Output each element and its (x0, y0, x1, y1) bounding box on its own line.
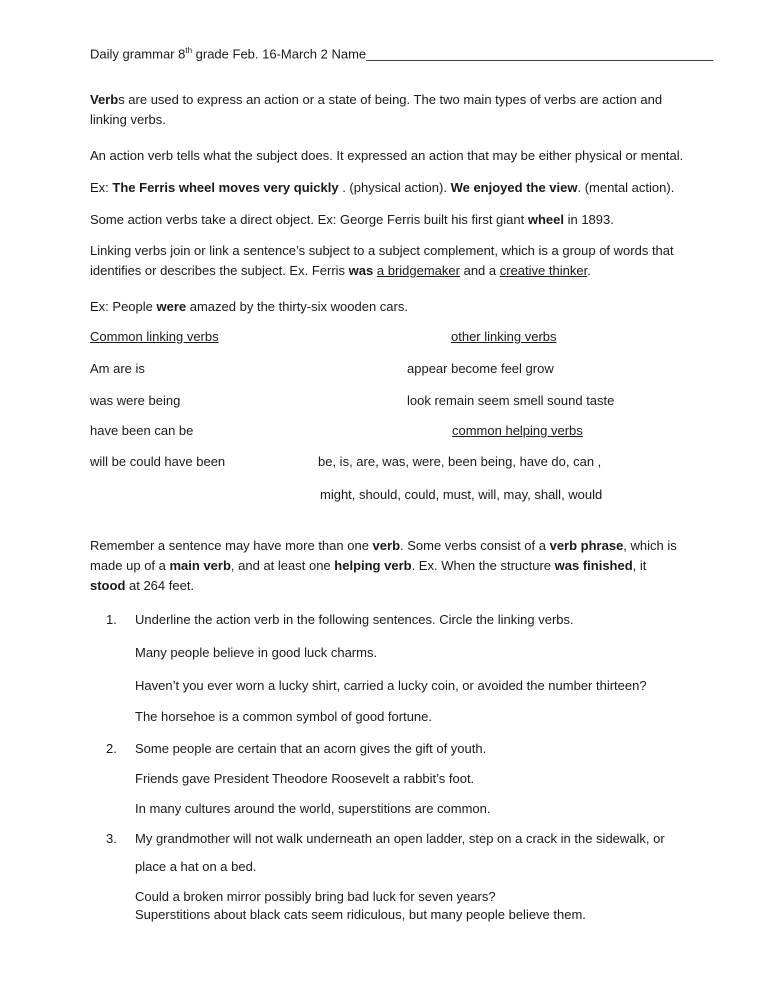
exercise-number: 3. (106, 831, 117, 846)
exercise-sentence: Many people believe in good luck charms. (135, 645, 378, 660)
remember-text: at 264 feet. (125, 578, 195, 593)
header-title: Daily grammar 8 (90, 46, 186, 62)
remember-text: , and at least one (230, 558, 335, 573)
worksheet-header (90, 42, 713, 63)
bold-term: main verb (169, 558, 231, 573)
complement-creative-thinker: creative thinker (499, 263, 588, 278)
exercise-sentence: The horsehoe is a common symbol of good fortune. (135, 709, 432, 724)
example-physical: The Ferris wheel moves very quickly (112, 180, 339, 195)
helping-verbs-row: be, is, are, was, were, been being, have do, can , (318, 454, 602, 469)
bold-term: verb (372, 538, 401, 553)
exercise-sentence: Superstitions about black cats seem ridiculous, but many people believe them. (135, 907, 586, 922)
helping-verbs-row: might, should, could, must, will, may, shall, would (320, 487, 603, 502)
linking-list-row: will be could have been (90, 454, 226, 469)
remember-text: Remember a sentence may have more than one (90, 538, 373, 553)
linking-text: . (587, 263, 591, 278)
other-linking-row: appear become feel grow (407, 361, 554, 376)
example-text: . (physical action). (338, 180, 451, 195)
intro-text: s are used to express an action or a state of being. The two main types of verbs are action and linking verbs. (90, 92, 663, 127)
linking-list-row: Am are is (90, 361, 145, 376)
remember-text: , which is made up of a (90, 538, 677, 573)
linking-word-was: was (348, 263, 374, 278)
other-linking-row: look remain seem smell sound taste (407, 393, 615, 408)
example-label: Ex: (90, 180, 113, 195)
exercise-sentence: Haven’t you ever worn a lucky shirt, carried a lucky coin, or avoided the number thirteen? (135, 678, 647, 693)
helping-verbs-heading (452, 422, 583, 440)
exercise-sentence-continued: place a hat on a bed. (135, 859, 257, 874)
bold-term: was finished (554, 558, 633, 573)
exercise-sentence: My grandmother will not walk underneath an open ladder, step on a crack in the sidewalk, or (135, 831, 665, 846)
example-text: . (mental action). (577, 180, 675, 195)
linking-example-were: were (156, 299, 187, 314)
exercise-sentence: In many cultures around the world, superstitions are common. (135, 801, 491, 816)
linking-text: and a (459, 263, 500, 278)
linking-text: Linking verbs join or link a sentence’s subject to a subject complement, which is a group of words that identifies or describes the subject. Ex. Ferris (90, 243, 674, 278)
header-title-rest: grade Feb. 16-March 2 Name (192, 46, 367, 62)
exercise-sentence: Friends gave President Theodore Roosevelt a rabbit’s foot. (135, 771, 475, 786)
example-mental: We enjoyed the view (450, 180, 578, 195)
exercise-number: 1. (106, 612, 117, 627)
verb-phrase-paragraph (90, 536, 685, 596)
remember-text: . Some verbs consist of a (400, 538, 550, 553)
linking-example-text: Ex: People (90, 299, 157, 314)
linking-example-text: amazed by the thirty-six wooden cars. (186, 299, 408, 314)
exercise-sentence: Some people are certain that an acorn gives the gift of youth. (135, 741, 487, 756)
action-verb-examples (90, 179, 674, 197)
other-linking-heading (451, 328, 557, 346)
action-verb-definition: An action verb tells what the subject does. It expressed an action that may be either physical or mental. (90, 148, 684, 163)
exercise-number: 2. (106, 741, 117, 756)
bold-term: verb phrase (549, 538, 624, 553)
bold-verb: Verb (90, 92, 119, 107)
exercise-instruction: Underline the action verb in the following sentences. Circle the linking verbs. (135, 612, 574, 627)
exercise-sentence: Could a broken mirror possibly bring bad luck for seven years? (135, 889, 496, 904)
linking-verb-definition (90, 241, 685, 281)
remember-text: . Ex. When the structure (411, 558, 555, 573)
complement-bridgemaker: a bridgemaker (376, 263, 460, 278)
header-superscript: th (185, 46, 193, 55)
direct-object-text: Some action verbs take a direct object. Ex: George Ferris built his first giant (90, 212, 528, 227)
common-linking-heading (90, 328, 219, 346)
other-linking-heading-text: other linking verbs (451, 329, 557, 344)
bold-term: stood (90, 578, 126, 593)
intro-paragraph-verbs (90, 90, 685, 130)
linking-list-row: have been can be (90, 423, 194, 438)
bold-term: helping verb (334, 558, 412, 573)
name-blank: ________________________________________________ (366, 46, 714, 62)
helping-verbs-heading-text: common helping verbs (452, 423, 583, 438)
common-linking-heading-text: Common linking verbs (90, 329, 219, 344)
direct-object-text: in 1893. (563, 212, 614, 227)
direct-object-sentence (90, 211, 614, 229)
linking-list-row: was were being (90, 393, 181, 408)
direct-object-word: wheel (527, 212, 564, 227)
linking-example-sentence (90, 298, 408, 316)
remember-text: , it (632, 558, 647, 573)
